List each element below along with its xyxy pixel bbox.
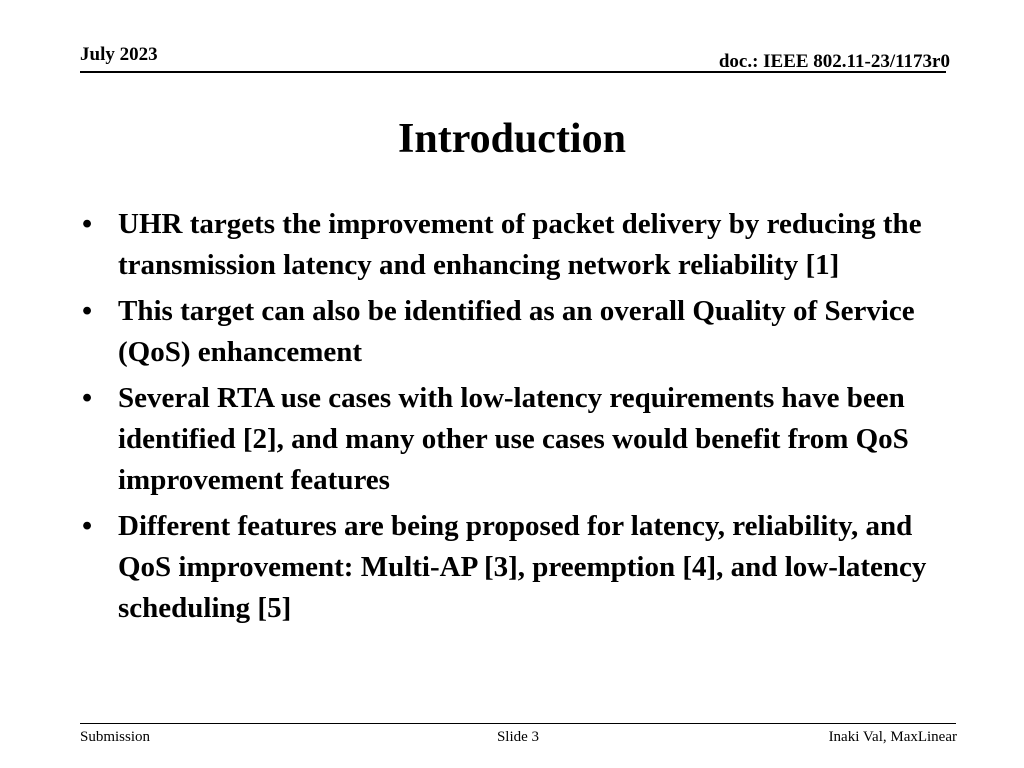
footer-author: Inaki Val, MaxLinear	[828, 729, 957, 745]
footer-divider	[80, 723, 956, 724]
header-date: July 2023	[80, 44, 158, 65]
bullet-dot-icon: •	[82, 208, 93, 240]
bullet-text: UHR targets the improvement of packet delivery by reducing the transmission latency and enhancing network reliability [1]	[118, 208, 922, 281]
bullet-text: This target can also be identified as an overall Quality of Service (QoS) enhancement	[118, 295, 915, 368]
bullet-list	[80, 204, 970, 634]
bullet-text: Different features are being proposed for latency, reliability, and QoS improvement: Multi-AP [3], preemption [4], and low-latency scheduling [5]	[118, 510, 927, 624]
header-divider	[80, 71, 946, 73]
footer-submission: Submission	[80, 729, 151, 745]
bullet-dot-icon: •	[82, 510, 93, 542]
bullet-dot-icon: •	[82, 295, 93, 327]
header-document-id: doc.: IEEE 802.11-23/1173r0	[718, 51, 950, 72]
footer-slide-number: Slide 3	[496, 729, 540, 745]
bullet-item	[80, 291, 970, 373]
bullet-item	[80, 378, 970, 501]
bullet-dot-icon: •	[82, 382, 93, 414]
bullet-text: Several RTA use cases with low-latency requirements have been identified [2], and many other use cases would benefit from QoS improvement features	[118, 382, 909, 496]
bullet-item	[80, 204, 970, 286]
slide-title: Introduction	[398, 116, 626, 162]
bullet-item	[80, 506, 970, 629]
